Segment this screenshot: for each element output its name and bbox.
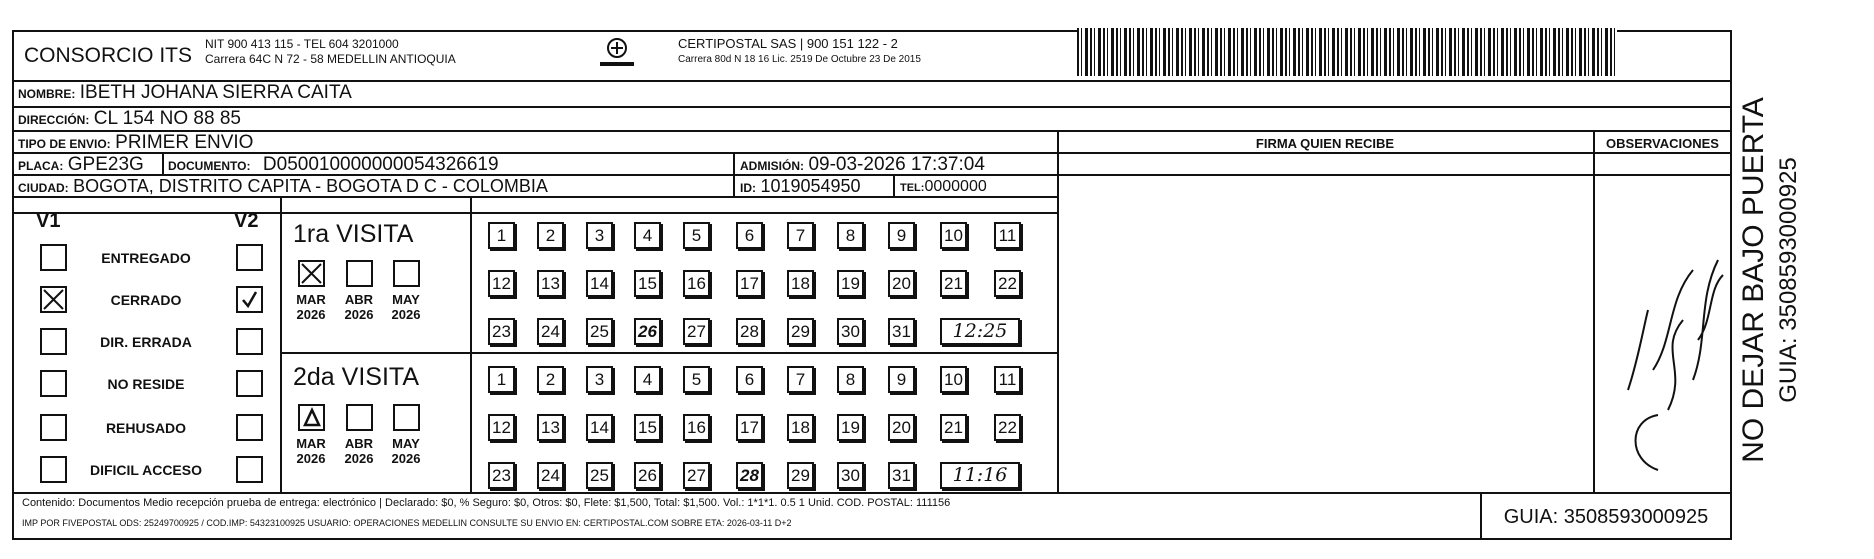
day-box[interactable]: 25	[586, 462, 613, 489]
month-label	[385, 292, 427, 322]
day-box[interactable]: 5	[683, 222, 710, 249]
day-box[interactable]: 20	[888, 414, 915, 441]
month-label	[385, 436, 427, 466]
day-box[interactable]: 23	[488, 462, 515, 489]
carrier-name: CERTIPOSTAL SAS | 900 151 122 - 2	[678, 36, 898, 51]
day-box[interactable]: 14	[586, 270, 613, 297]
day-box[interactable]: 5	[683, 366, 710, 393]
day-box[interactable]: 13	[537, 414, 564, 441]
day-box[interactable]: 4	[634, 366, 661, 393]
id-value: 1019054950	[760, 176, 861, 196]
visit-time[interactable]: 12:25	[940, 318, 1020, 345]
month-year: 2026	[344, 307, 374, 322]
day-box[interactable]: 10	[940, 366, 967, 393]
v1-checkbox[interactable]	[40, 286, 67, 313]
day-box[interactable]: 16	[683, 270, 710, 297]
nombre-value: IBETH JOHANA SIERRA CAITA	[79, 82, 352, 103]
col-line	[280, 196, 282, 492]
day-box[interactable]: 22	[994, 414, 1021, 441]
day-box[interactable]: 25	[586, 318, 613, 345]
direccion-value: CL 154 NO 88 85	[93, 108, 241, 129]
status-label: NO RESIDE	[107, 376, 185, 392]
col-line	[893, 174, 895, 196]
day-box[interactable]: 2	[537, 222, 564, 249]
footer-print-info: IMP POR FIVEPOSTAL ODS: 25249700925 / COD.IMP: 54323100925 USUARIO: OPERACIONES MEDELLIN CONSULTE SU ENVIO EN: CERTIPOSTAL.COM SOBRE ETA: 2026-03-11 D+2	[22, 518, 792, 528]
day-box[interactable]: 6	[736, 222, 763, 249]
tipo-label: TIPO DE ENVIO:	[18, 137, 111, 151]
day-box[interactable]: 9	[888, 222, 915, 249]
day-box[interactable]: 3	[586, 366, 613, 393]
admision-value: 09-03-2026 17:37:04	[808, 154, 985, 175]
month-checkbox[interactable]	[298, 404, 325, 431]
day-box[interactable]: 28	[736, 462, 763, 489]
month-name: MAY	[392, 436, 420, 451]
direccion-label: DIRECCIÓN:	[18, 113, 90, 127]
v1-checkbox[interactable]	[40, 456, 67, 483]
month-name: MAR	[296, 292, 326, 307]
v2-checkbox[interactable]	[236, 414, 263, 441]
v2-header: V2	[234, 210, 259, 232]
day-box[interactable]: 10	[940, 222, 967, 249]
day-box[interactable]: 31	[888, 462, 915, 489]
tipo-value: PRIMER ENVIO	[115, 132, 254, 153]
footer-guia: GUIA: 3508593000925	[1503, 506, 1709, 528]
month-checkbox[interactable]	[393, 404, 420, 431]
visit2-title: 2da VISITA	[293, 363, 419, 391]
ciudad-value: BOGOTA, DISTRITO CAPITA - BOGOTA D C - COLOMBIA	[73, 176, 548, 196]
row-line	[12, 212, 1057, 214]
v2-checkbox[interactable]	[236, 456, 263, 483]
month-label	[290, 292, 332, 322]
month-name: ABR	[344, 436, 374, 451]
day-box[interactable]: 13	[537, 270, 564, 297]
day-box[interactable]: 15	[634, 270, 661, 297]
month-name: MAR	[296, 436, 326, 451]
footer-content: Contenido: Documentos Medio recepción prueba de entrega: electrónico | Declarado: $0, % Seguro: $0, Otros: $0, Flete: $1,500, Total: $1,500. Vol.: 1*1*1. 0.5 1 Unid. COD. POSTAL: 111156	[22, 497, 951, 509]
day-box[interactable]: 2	[537, 366, 564, 393]
status-label: DIR. ERRADA	[100, 334, 192, 350]
month-year: 2026	[391, 307, 421, 322]
day-box[interactable]: 9	[888, 366, 915, 393]
col-line	[733, 152, 735, 196]
id-row	[740, 176, 861, 197]
month-year: 2026	[296, 307, 326, 322]
tipo-row	[18, 132, 253, 154]
company-name: CONSORCIO ITS	[24, 44, 193, 67]
day-box[interactable]: 7	[787, 366, 814, 393]
side-notice: NO DEJAR BAJO PUERTA	[1737, 97, 1770, 463]
company-nit: NIT 900 413 115 - TEL 604 3201000	[205, 37, 399, 51]
day-box[interactable]: 21	[940, 270, 967, 297]
status-label: REHUSADO	[105, 420, 187, 436]
day-box[interactable]: 21	[940, 414, 967, 441]
direccion-row	[18, 108, 241, 130]
placa-row	[18, 154, 144, 176]
month-name: ABR	[344, 292, 374, 307]
documento-value: D050010000000054326619	[262, 154, 499, 175]
day-box[interactable]: 17	[736, 414, 763, 441]
day-box[interactable]: 19	[837, 270, 864, 297]
v1-checkbox[interactable]	[40, 244, 67, 271]
day-box[interactable]: 15	[634, 414, 661, 441]
day-box[interactable]: 31	[888, 318, 915, 345]
v2-checkbox[interactable]	[236, 328, 263, 355]
col-line	[470, 196, 472, 492]
month-checkbox[interactable]	[298, 260, 325, 287]
row-line	[12, 130, 1732, 132]
day-box[interactable]: 6	[736, 366, 763, 393]
visit-time[interactable]: 11:16	[940, 462, 1020, 489]
status-label: CERRADO	[110, 292, 182, 308]
day-box[interactable]: 22	[994, 270, 1021, 297]
day-box[interactable]: 4	[634, 222, 661, 249]
day-box[interactable]: 7	[787, 222, 814, 249]
row-line	[12, 106, 1732, 108]
month-label	[338, 292, 380, 322]
ciudad-label: CIUDAD:	[18, 181, 69, 195]
day-box[interactable]: 29	[787, 318, 814, 345]
v1-checkbox[interactable]	[40, 328, 67, 355]
col-line	[162, 152, 164, 174]
carrier-address: Carrera 80d N 18 16 Lic. 2519 De Octubre 23 De 2015	[678, 54, 921, 65]
day-box[interactable]: 1	[488, 366, 515, 393]
ciudad-row	[18, 176, 548, 197]
v1-header: V1	[36, 210, 61, 232]
col-line	[1057, 130, 1059, 492]
month-year: 2026	[344, 451, 374, 466]
row-line	[280, 352, 1057, 354]
nombre-row	[18, 82, 352, 104]
day-box[interactable]: 12	[488, 414, 515, 441]
day-box[interactable]: 18	[787, 270, 814, 297]
month-label	[338, 436, 380, 466]
day-box[interactable]: 26	[634, 462, 661, 489]
row-line	[1057, 174, 1732, 176]
admision-label: ADMISIÓN:	[740, 159, 804, 173]
col-line	[1593, 130, 1595, 492]
v2-checkbox[interactable]	[236, 286, 263, 313]
day-box[interactable]: 30	[837, 462, 864, 489]
day-box[interactable]: 11	[994, 222, 1021, 249]
placa-label: PLACA:	[18, 159, 64, 173]
day-box[interactable]: 8	[837, 222, 864, 249]
day-box[interactable]: 8	[837, 366, 864, 393]
carrier-logo-icon	[594, 36, 640, 70]
day-box[interactable]: 28	[736, 318, 763, 345]
v2-checkbox[interactable]	[236, 370, 263, 397]
day-box[interactable]: 24	[537, 462, 564, 489]
month-checkbox[interactable]	[393, 260, 420, 287]
day-box[interactable]: 20	[888, 270, 915, 297]
day-box[interactable]: 26	[634, 318, 661, 345]
status-label: DIFICIL ACCESO	[89, 462, 202, 478]
day-box[interactable]: 3	[586, 222, 613, 249]
side-guia: GUIA: 3508593000925	[1775, 157, 1802, 403]
tel-row	[900, 178, 987, 196]
documento-label: DOCUMENTO:	[168, 159, 251, 173]
recipient-signature	[1598, 220, 1728, 480]
day-box[interactable]: 11	[994, 366, 1021, 393]
month-label	[290, 436, 332, 466]
v2-checkbox[interactable]	[236, 244, 263, 271]
v1-checkbox[interactable]	[40, 370, 67, 397]
admision-row	[740, 154, 985, 176]
documento-row	[168, 154, 499, 176]
month-checkbox[interactable]	[346, 404, 373, 431]
day-box[interactable]: 23	[488, 318, 515, 345]
month-year: 2026	[296, 451, 326, 466]
month-checkbox[interactable]	[346, 260, 373, 287]
day-box[interactable]: 19	[837, 414, 864, 441]
day-box[interactable]: 14	[586, 414, 613, 441]
day-box[interactable]: 16	[683, 414, 710, 441]
firma-label: FIRMA QUIEN RECIBE	[1255, 136, 1395, 151]
visit1-title: 1ra VISITA	[293, 220, 414, 248]
day-box[interactable]: 24	[537, 318, 564, 345]
tel-label: TEL:	[900, 182, 925, 194]
day-box[interactable]: 17	[736, 270, 763, 297]
id-label: ID:	[740, 181, 756, 195]
month-year: 2026	[391, 451, 421, 466]
status-label: ENTREGADO	[101, 250, 191, 266]
day-box[interactable]: 30	[837, 318, 864, 345]
day-box[interactable]: 29	[787, 462, 814, 489]
placa-value: GPE23G	[67, 154, 144, 175]
barcode	[1077, 28, 1617, 76]
month-name: MAY	[392, 292, 420, 307]
day-box[interactable]: 27	[683, 318, 710, 345]
v1-checkbox[interactable]	[40, 414, 67, 441]
day-box[interactable]: 1	[488, 222, 515, 249]
company-address: Carrera 64C N 72 - 58 MEDELLIN ANTIOQUIA	[205, 52, 456, 66]
day-box[interactable]: 27	[683, 462, 710, 489]
row-line	[12, 492, 1732, 494]
nombre-label: NOMBRE:	[18, 87, 76, 101]
day-box[interactable]: 12	[488, 270, 515, 297]
tel-value: 0000000	[924, 178, 987, 195]
observaciones-label: OBSERVACIONES	[1606, 136, 1719, 151]
day-box[interactable]: 18	[787, 414, 814, 441]
